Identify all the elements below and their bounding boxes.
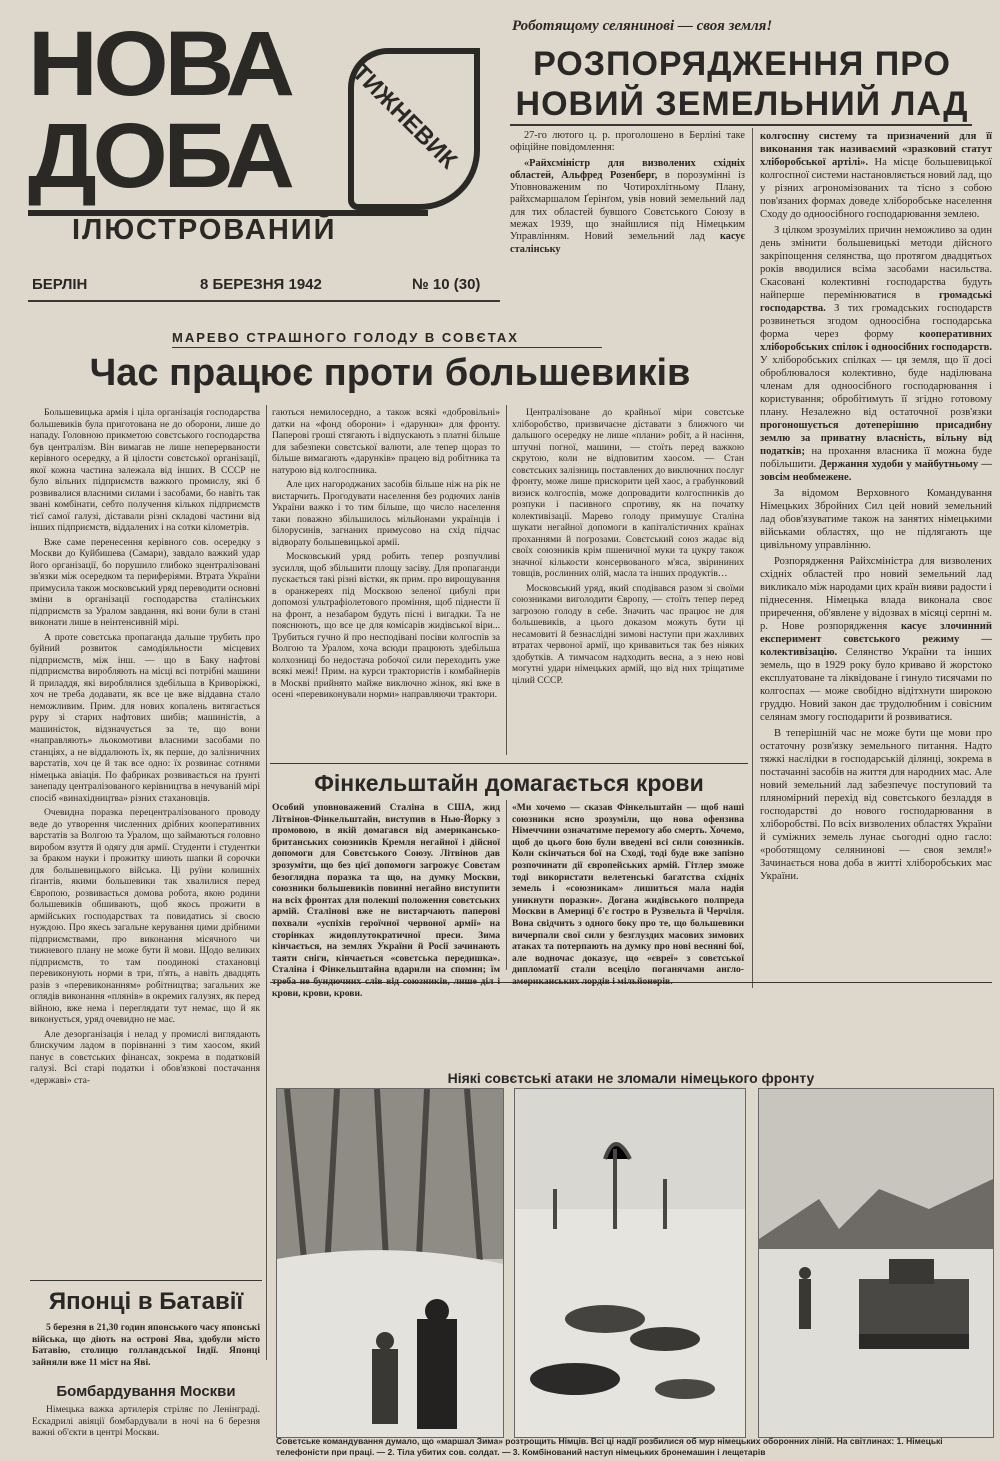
lead-rule	[510, 124, 972, 126]
lead-col2-p6-bold: касує злочинний експеримент совєтського режиму — колективізацію.	[760, 621, 992, 658]
famine-headline: Час працює проти большевиків	[89, 352, 691, 394]
famine-col2-p3: Московський уряд робить тепер розпучливі зусилля, щоб збільшити площу засіву. Для пропаганди пускається такі різні вістки, як прим. про вирощування в оранжереях під Москвою зеленої цибулі при допомозі ультрафіолетового проміння, щоб піднести її на фронт, а незабаром будуть пісні і вигадки. Та не пояснюють, що все це для комісарів жидівської віри... Трубиться гучно й про несподівані посіви колгоспів за Волгою та Уралом, хоча всюди працюють здебільша колхозниці бо недостача робочої сили переходить уже всякі межі! Прим. на курси трактористів і комбайнерів в Москві прийнято майже виключно жінок, які вже в осені «перевиконували норми» направляючи трактори.	[272, 551, 500, 700]
lead-col2-p7: В теперішній час не може бути ще мови про остаточну розв'язку земельного питання. Надто тяжкі наслідки в господарській ділянці, зокрема в постачанні засобів на життя для народних мас. Але новий земельний лад забезпечує поступовий та пляномірний перехід від совєтського безладдя в господарстві до нового господарювання в хліборобстві. По всіх визволених областях України й суміжних земель лунає сьогодні одно гасло: «роботящому селянинові — своя земля!» Зачинається нова доба в житті хліборобських мас України.	[760, 728, 992, 882]
moscow-bomb-headline: Бомбардування Москви	[30, 1383, 262, 1400]
famine-col1-p2: Вже саме перенесення керівного сов. осередку з Москви до Куйбишева (Самари), завдало важкий удар його організації, бо порушило глибоко зцентралізовані зв'язки між осередком та периферіями. Втрата України примусила також московський уряд переводити основні зміни в організації господарства сталінських підприємств за Уралом завдання, які вони були в стані виконати лише в неінтенсивній мірі.	[30, 536, 260, 628]
famine-divider-2	[506, 405, 507, 755]
lead-col2-p4-bold: прогоношується дотеперішню присадибну землю за приватну власність, вільну від податків;	[760, 420, 992, 457]
lead-col2-p6-text: Розпорядження Райхсміністра для визволених східніх областей про новий земельний лад викликало між народами цих країн вияви радости і піднесення. Німецька влада виконала своє приречення, об'явлене у відозвах в місяці серпні м. р. Нове розпорядження	[760, 556, 992, 632]
lead-headline: РОЗПОРЯДЖЕННЯ ПРО НОВИЙ ЗЕМЕЛЬНИЙ ЛАД	[515, 45, 969, 123]
lead-col2-p4-end: на прохання власника її можна буде побільшити.	[760, 446, 992, 470]
photo-3-armor	[758, 1088, 994, 1438]
lead-col1-p2-bold: «Райхсміністр для визволених східніх областей, Альфред Розенберг,	[510, 157, 745, 181]
famine-kicker: МАРЕВО СТРАШНОГО ГОЛОДУ В СОВЄТАХ	[172, 330, 519, 345]
famine-col2	[272, 407, 500, 704]
photo-2-graphic	[515, 1089, 745, 1437]
logo-ribbon-text: ТИЖНЕВИК	[346, 58, 463, 175]
japan-headline: Японці в Батавії	[30, 1288, 262, 1316]
logo-line2: ДОБА	[28, 105, 291, 207]
lead-col1-p2-text: в порозумінні із Уповноваженим по Чотирохлітньому Плану, райхсмаршалом Ґерінґом, увів новий земельний лад для тих областей бувшого Совєтського Союзу в межах 1939, що знайшлися під Німецьким Управлінням. Новий земельний лад	[510, 169, 745, 243]
masthead-date: 8 БЕРЕЗНЯ 1942	[200, 276, 322, 293]
masthead-city: БЕРЛІН	[32, 276, 88, 293]
finkel-top-rule	[270, 763, 748, 764]
lead-col2-p1-bold: колгоспну систему та призначений для її виконання так називаємий «зразковий статут хліборобської артілі».	[760, 131, 992, 168]
famine-col1-p1: Большевицька армія і ціла організація господарства большевиків була приготована не до оборони, лише до нападу. Головною прикметою совєтського господарства був централізм. Він вимагав не лише неперерваности керівного осередку, а й цілости совєтської організації, якої кожна частина залежала від інших. В СССР не було вільних підприємств важкого промислу, які б розвивалися власними силами і засобами, бо навіть так звані комбінати, себто получення кількох підприємств тієї самої галузі, діставали різні складові частини від інших підприємств, віддалених і на сотки кілометрів.	[30, 407, 260, 533]
photos-caption: Совєтське командування думало, що «маршал Зима» розтрощить Німців. Всі ці надії розбилися об мур німецьких оборонних ліній. На світлинах: 1. Німецькі телефоністи при праці. — 2. Тіла убитих сов. солдат. — 3. Комбінований наступ німецьких бронемашин і лещетарів	[276, 1436, 943, 1457]
lead-col2-p6-end: Селянство України та інших земель, що в 1929 року було криваво й жорстоко експлуатоване та ліквідоване і гинуло тисячами по колгоспах — може свобідно відітхнути широкою груддю. Новий закон дає трудолюбним і совісним селянам змогу господарити й розвиватися.	[760, 647, 992, 723]
japan-top-rule	[30, 1280, 262, 1281]
logo-sub: ІЛЮСТРОВАНИЙ	[72, 214, 337, 246]
photo-2-bodies	[514, 1088, 746, 1438]
lead-col2-p3-bold: кооперативних хліборобських спілок і одноосібних господарств.	[760, 329, 992, 353]
lead-col2-p2-bold: громадські господарства.	[760, 290, 992, 314]
masthead-rule	[28, 300, 500, 302]
lead-col2-p3-text: З тих громадських господарств розвинеться згодом одноосібна господарська форма через форму	[760, 303, 992, 340]
photos-top-rule	[270, 982, 992, 983]
lead-col1-p1: 27-го лютого ц. р. проголошено в Берліні таке офіційне повідомлення:	[510, 130, 745, 154]
famine-kicker-rule	[172, 347, 602, 348]
lead-col-divider	[752, 128, 753, 988]
japan-text: 5 березня в 21,30 годин японського часу японські війська, що діють на острові Ява, здобули місто Батавію, столицю голландської Індії. Японці зайняли вже 11 міст на Яві.	[32, 1322, 260, 1368]
lead-col2	[760, 130, 992, 886]
famine-col1	[30, 407, 260, 1349]
famine-col3	[512, 407, 744, 689]
lead-col2-p2	[760, 224, 992, 484]
logo-line1: НОВА	[28, 13, 291, 115]
photo-1-telephonists	[276, 1088, 504, 1438]
famine-col2-p2: Але цих нагороджаних засобів більше ніж на рік не вистарчить. Прогодувати населення без родючих ланів України важко і то тим більше, що число населення таки поважно збільшилось мільйонами українців і білорусинів, загнаних примусово на схід підчас відворату большевицької армії.	[272, 479, 500, 548]
moscow-bomb-text: Німецька важка артилерія стріляє по Ленінграді. Ескадрилі авіяції бомбардували в ночі на 6 березня важні об'єкти в центрі Москви.	[32, 1404, 260, 1439]
famine-divider-1	[266, 405, 267, 1360]
lead-col1-p2	[510, 158, 745, 256]
famine-col3-p1: Централізоване до крайньої міри совєтське хліборобство, призвичаєне діставати з ближчого чи дальшого осередку не лише «плани» робіт, а й насіння, штучні погної, машини, — стоїть перед важкою скрутою, коли не відповитим хаосом. — Стан совєтських залізниць поставлених до виключних послуг фронту, може лише прискорити цей хаос, а грабунковий визиск колгоспів, може допровадити колгоспників до розпуки і пасивного спротиву, як на початку колективізації. Марево голоду примушує Сталіна шукати негайної допомоги в капіталістичних країнах проханнями й погрозами. Совєтський союз жадає від своїх союзників крім пшеничної муки та цукру також значної кількости консервованого м'яса, звірининих товщів, рослинних олій, масла та інших продуктів…	[512, 407, 744, 579]
lead-col2-p1-text: На місце большевицької колгоспної системи настановляється новий лад, що у різних агрономізованих та тісно з собою пов'язаних формах доведе хліборобське населення Сходу до одноосібного господарювання землею.	[760, 157, 993, 220]
photo-1-graphic	[277, 1089, 503, 1437]
lead-col2-p4-text: У хліборобських спілках — ця земля, що її досі оброблювалося колективно, буде наділювана членам для одноосібного господарювання і користування; обробітимуть її згідно готовому плану. Незалежно від остаточної розв'язки	[760, 355, 992, 418]
lead-col2-p2-text: З цілком зрозумілих причин неможливо за один день змінити большевицькі методи дійсного закріпощення селянства, що протягом двадцятьох років вводилися всіма засобами насильства. Скасовані колективні господарства будуть найперше перемінюватися в	[760, 225, 992, 301]
lead-col2-p1	[760, 130, 992, 221]
photo-3-graphic	[759, 1089, 993, 1437]
finkel-headline: Фінкельштайн домагається крови	[314, 770, 704, 796]
lead-slogan: Роботящому селянинові — своя земля!	[512, 18, 773, 34]
lead-col1	[510, 130, 745, 259]
lead-col1-p2-end: касує сталінську	[510, 231, 745, 255]
famine-col2-p1: гаються немилосердно, а також всякі «добровільні» датки на «фонд оборони» і «дарунки» для фронту. Паперові гроші стягають і відпускають з платні більше для забезпеки совєтської валюти, але тепер щораз то більше вимагають «дарунків» працею від робітника та натурою від колгоспника.	[272, 407, 500, 476]
photos-headline-visible: Ніякі совєтські атаки не зломали німецького фронту	[447, 1070, 815, 1086]
masthead-logo	[28, 13, 468, 253]
famine-col1-p4: Очевидна поразка перецентралізованого проводу веде до утворення численних дрібних кооперативних варстатів за Волгою та Уралом, що займаються головно виробом взуття й одягу для армії. Студенти і студентки за браком науки і прожитку шиють шапки й сорочки для большевицького війська. Ці руїни колишніх ґіґантів, якими большевики так хвалилися перед Європою, розвивається домова робота, якою родини большевиків обшивають, щоб якось прожити в армійських господарствах та повидатись зі своєю нуждою. Про якесь загальне керування цими дрібними підприємствами, про виконання місячного чи тижневого плану не може бути й мови. Щодо великих підприємств, то там поодинокі стахановці перевиконують норми в три, п'ять, а навіть двадцять разів з «перевиконанням» робітництва; загальних же оглядів виконання «плянів» в окремих галузях, як перед війною, вже нема і переглядати тут немає, що й як виконується, уряд очевидно не має.	[30, 807, 260, 1025]
finkel-col1: Особий уповноважений Сталіна в США, жид Літвінов-Фінкельштайн, виступив в Нью-Йорку з промовою, в якій домагався від американсько-британських союзників Кремля негайної і дійсної допомоги для Совєтського Союзу. Літвінов дав зрозуміти, що без цієї допомоги загрожує Совєтам безоглядна поразка та що, на думку Москви, союзники большевиків повинні негайно виступити на всіх фронтах для полекші положення совєтських армій. Сталінові вже не вистарчають паперові похвали «успіхів героїчної червоної армії» на сторінках жидоплутократичної преси. Зима кінчається, на землях України й Росії зачинають таяти сніги, кінчається «совєтська передишка». Сталіна і Фінкельштайна вдарили на спомин; їм крови, крови, крови.	[272, 802, 500, 999]
famine-col3-p2: Московський уряд, який сподівався разом зі своїми союзниками виголодити Європу, — стоїть тепер перед загрозою голоду в себе. Значить час працює не для большевиків, а цього доказом можуть бути ці несамовиті й безнаслідні зимові наступи при жахливих втратах червоної армії, що кривавиться так без ніяких здобутків. А тимчасом надходить весна, а з нею нові могутні удари німецьких армій, що від них тріщатиме цілий СССР.	[512, 582, 744, 686]
finkel-divider	[506, 800, 507, 970]
famine-col1-p3: А проте совєтська пропаганда дальше трубить про буйний розвиток самодіяльности місцевих підприємств, між інш. — що в Баку нафтові підприємства виробляють на місці всі потрібні машини й приладдя, які вироблялися здебільша в Криворіжжі, хоч не треба додавати, як все це вже віддавна стало неможливим. Прим. для нових копалень витягається руру зі старих нафтових шибів; машиністів, а машиністок, відзначується за те, що вони «направляють» льокомотиви власними засобами по станціях, а не віддалюють їх, як перше, до залізничних варстатів, хоч це й так все одно: їх розвинає сотнями німецька авіація. По фабриках розвивається на ґрунті занепаду централізованого керівництва в нечуваній мірі спосіб «винахідництва» різних стахановців.	[30, 631, 260, 804]
masthead-issue: № 10 (30)	[412, 276, 481, 293]
lead-col2-p4-bold2: Держання худоби у майбутньому — зовсім необмежене.	[760, 459, 992, 483]
lead-col2-p6	[760, 555, 992, 724]
finkel-col2: «Ми хочемо — сказав Фінкельштайн — щоб наші союзники ясно зрозуміли, що нова офензива Німеччини означатиме перемогу або смерть. Хочемо, щоб до цього бою були введені всі сили союзників. Коли скінчаться бої на Сході, тоді буде вже запізно розпочинати дії європейських армій. Гітлер зможе тоді використати велетенські багатства східніх земель і «союзникам» лишиться мала надія уникнути поразки». Догана жидівського полпреда Москви в Америці б'є гостро в Рузвельта й Черчіля. Вона свідчить з одного боку про те, що большевики вичерпали свої сили у безглуздих масових зимових атаках та потерпають на думку про нові весняні бої, але водночас доказує, що «євреї» з совєтської дипломатії стали всеціло поганячами англо-	[512, 802, 744, 976]
famine-col1-p5: Але дезорганізація і нелад у промислі виглядають блискучим ладом в порівнанні з тим хаосом, який панує в совєтських фінансах, зокрема в податковій галузі. Всі старі податки і обов'язкові постачання «державі» ста-	[30, 1028, 260, 1086]
lead-col2-p5: За відомом Верховного Командування Німецьких Збройних Сил цей новий земельний лад обов'язуватиме також на занятих німецькими військами областях, що не підлягають ще цивільному управлінню.	[760, 488, 992, 551]
